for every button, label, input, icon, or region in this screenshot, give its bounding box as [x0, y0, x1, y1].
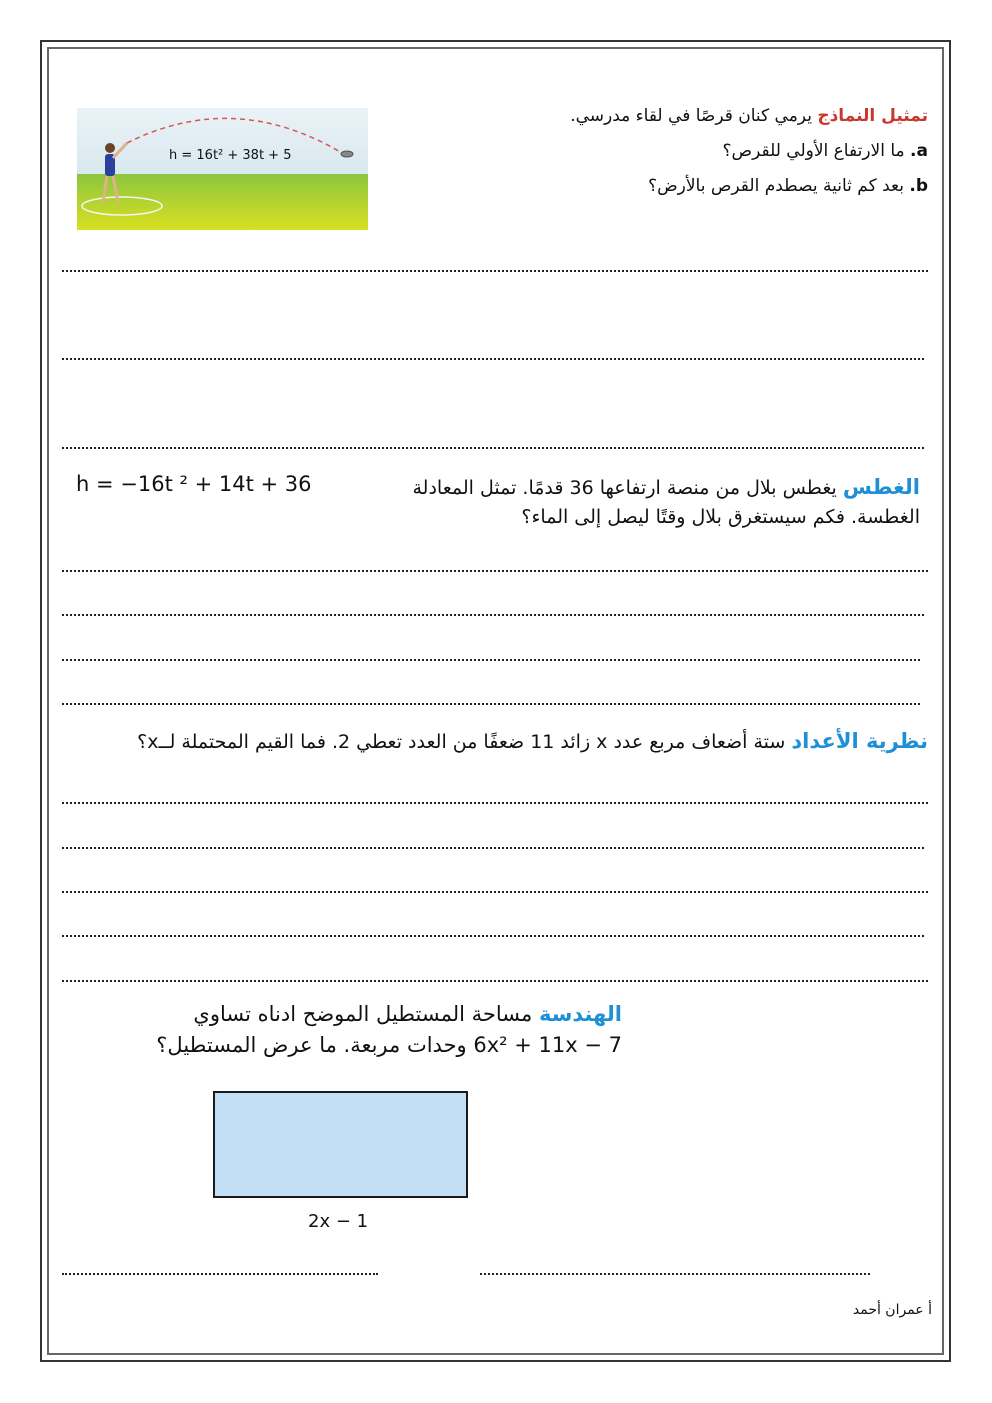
- q4-text-2: وحدات مربعة. ما عرض المستطيل؟: [156, 1033, 467, 1057]
- q2-keyword: الغطس: [842, 475, 920, 499]
- q4-line2: [156, 1033, 622, 1057]
- q3-text: ستة أضعاف مربع عدد x زائد 11 ضعفًا من العدد تعطي 2. فما القيم المحتملة لــx؟: [137, 731, 786, 753]
- answer-line[interactable]: [62, 1273, 378, 1275]
- author-name: أ عمران أحمد: [852, 1302, 932, 1318]
- q1-part-a-text: ما الارتفاع الأولي للقرص؟: [722, 141, 905, 161]
- answer-line[interactable]: [62, 802, 928, 804]
- answer-line[interactable]: [62, 891, 928, 893]
- answer-line[interactable]: [62, 847, 924, 849]
- q1-part-b-letter: b.: [909, 176, 928, 196]
- answer-line[interactable]: [62, 570, 928, 572]
- answer-line[interactable]: [62, 447, 924, 449]
- q4-line1: [193, 1002, 622, 1026]
- q1-keyword: تمثيل النماذج: [817, 106, 928, 126]
- answer-line[interactable]: [62, 935, 924, 937]
- q3-keyword: نظرية الأعداد: [791, 729, 928, 753]
- q1-part-a-letter: a.: [910, 141, 928, 161]
- answer-line[interactable]: [62, 358, 924, 360]
- q2-text-1: يغطس بلال من منصة ارتفاعها 36 قدمًا. تمثل المعادلة: [412, 477, 837, 499]
- discus-throw-figure: [77, 108, 368, 230]
- q3-line: [137, 729, 928, 753]
- answer-line[interactable]: [62, 980, 928, 982]
- q2-equation: h = −16t ² + 14t + 36: [76, 472, 312, 496]
- q4-expression: 6x² + 11x − 7: [473, 1033, 622, 1057]
- q1-stem-line: [570, 106, 928, 126]
- q1-part-b-text: بعد كم ثانية يصطدم القرص بالأرض؟: [648, 176, 904, 196]
- answer-line[interactable]: [62, 270, 928, 272]
- rectangle-width-label: 2x − 1: [308, 1211, 369, 1232]
- q1-part-b: [648, 176, 928, 196]
- q2-line1: [413, 475, 921, 499]
- q1-part-a: [723, 141, 928, 161]
- figure-equation: h = 16t² + 38t + 5: [169, 148, 292, 163]
- answer-line[interactable]: [62, 614, 924, 616]
- answer-line[interactable]: [62, 659, 920, 661]
- rectangle-figure: [213, 1091, 468, 1198]
- q1-stem: يرمي كنان قرصًا في لقاء مدرسي.: [570, 106, 812, 126]
- answer-line[interactable]: [480, 1273, 870, 1275]
- page-border-inner: [47, 47, 944, 1355]
- q2-text-2: الغطسة. فكم سيستغرق بلال وقتًا ليصل إلى الماء؟: [521, 506, 920, 528]
- q4-keyword: الهندسة: [538, 1002, 622, 1026]
- answer-line[interactable]: [62, 703, 920, 705]
- q4-text-1: مساحة المستطيل الموضح ادناه تساوي: [193, 1002, 533, 1026]
